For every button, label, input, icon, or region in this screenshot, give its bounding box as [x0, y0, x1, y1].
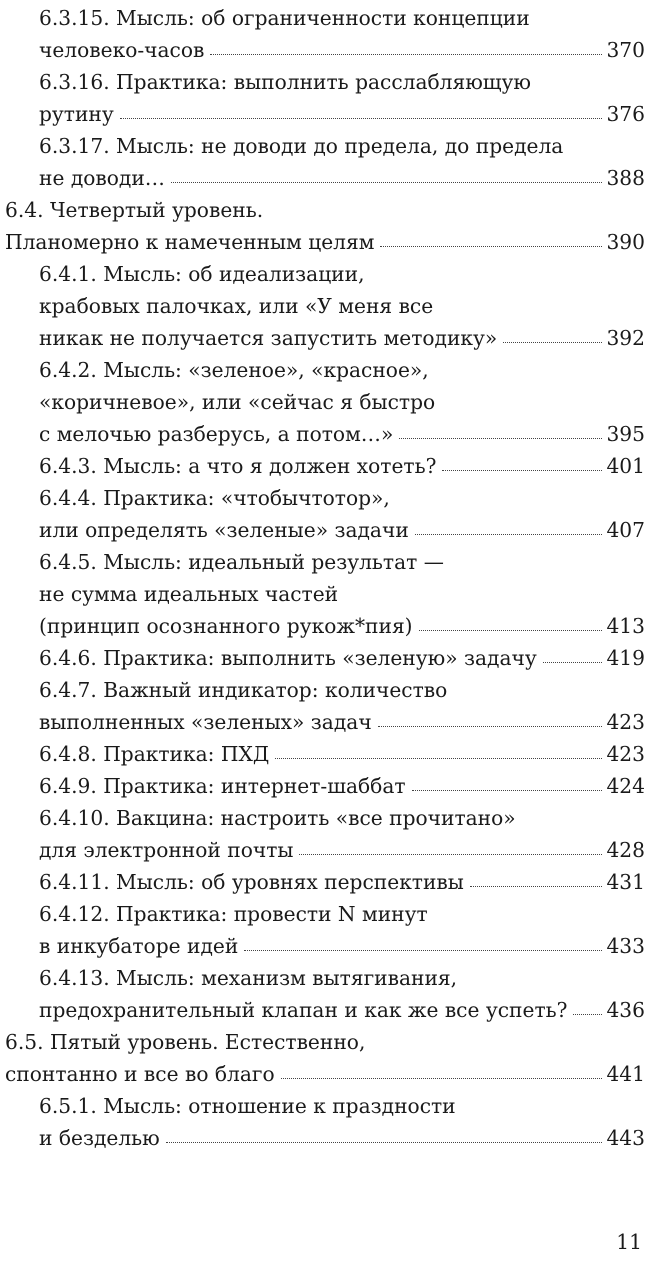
- dot-leader: [210, 53, 602, 55]
- toc-entry-leader-line: [39, 450, 645, 482]
- toc-entry-title-line: 6.4. Четвертый уровень.: [5, 198, 264, 222]
- toc-page-number: 436: [606, 998, 645, 1022]
- toc-subsection-entry: [39, 130, 645, 194]
- toc-entry-title-line: 6.4.10. Вакцина: настроить «все прочитано»: [39, 806, 516, 830]
- dot-leader: [543, 661, 603, 663]
- toc-entry-leader-line: [39, 770, 645, 802]
- dot-leader: [171, 181, 602, 183]
- toc-page-number: 390: [606, 230, 645, 254]
- toc-entry-title-line: 6.4.9. Практика: интернет-шаббат: [39, 774, 406, 798]
- toc-page-number: 431: [606, 870, 645, 894]
- toc-page-number: 395: [606, 422, 645, 446]
- dot-leader: [275, 757, 602, 759]
- toc-page-number: 433: [606, 934, 645, 958]
- toc-entry-title-line: 6.4.13. Мысль: механизм вытягивания,: [39, 966, 458, 990]
- dot-leader: [380, 245, 602, 247]
- toc-entry-leader-line: [39, 994, 645, 1026]
- toc-entry-leader-line: [5, 1058, 645, 1090]
- toc-entry-title-line: 6.4.1. Мысль: об идеализации,: [39, 262, 365, 286]
- toc-entry-leader-line: [39, 706, 645, 738]
- toc-entry-title-line: «коричневое», или «сейчас я быстро: [39, 390, 436, 414]
- toc-entry-leader-line: [39, 642, 645, 674]
- toc-entry-title-line: рутину: [39, 102, 114, 126]
- toc-page-number: 419: [606, 646, 645, 670]
- dot-leader: [281, 1077, 603, 1079]
- toc-subsection-entry: [39, 546, 645, 642]
- dot-leader: [503, 341, 602, 343]
- table-of-contents: [5, 0, 645, 1154]
- toc-entry-leader-line: [39, 834, 645, 866]
- toc-subsection-entry: [39, 802, 645, 866]
- toc-entry-title-line: никак не получается запустить методику»: [39, 326, 498, 350]
- toc-entry-title-line: 6.4.4. Практика: «чтобычтотор»,: [39, 486, 390, 510]
- toc-subsection-entry: [39, 962, 645, 1026]
- toc-entry-leader-line: [39, 1122, 645, 1154]
- toc-entry-title-line: спонтанно и все во благо: [5, 1062, 275, 1086]
- toc-entry-title-line: Планомерно к намеченным целям: [5, 230, 375, 254]
- toc-page-number: 376: [606, 102, 645, 126]
- toc-page-number: 423: [606, 710, 645, 734]
- toc-entry-title-line: 6.4.6. Практика: выполнить «зеленую» задачу: [39, 646, 537, 670]
- dot-leader: [399, 437, 602, 439]
- dot-leader: [442, 469, 602, 471]
- toc-entry-title-line: (принцип осознанного рукож*пия): [39, 614, 413, 638]
- toc-entry-title-line: предохранительный клапан и как же все успеть?: [39, 998, 568, 1022]
- toc-entry-title-line: и безделью: [39, 1126, 160, 1150]
- toc-entry-title-line: 6.4.8. Практика: ПХД: [39, 742, 270, 766]
- toc-subsection-entry: [39, 866, 645, 898]
- toc-page-number: 388: [606, 166, 645, 190]
- toc-section-entry: [5, 194, 645, 258]
- toc-page-number: 407: [606, 518, 645, 542]
- toc-entry-title-line: 6.4.5. Мысль: идеальный результат —: [39, 550, 444, 574]
- toc-subsection-entry: [39, 2, 645, 66]
- toc-subsection-entry: [39, 770, 645, 802]
- toc-entry-title-line: крабовых палочках, или «У меня все: [39, 294, 434, 318]
- toc-entry-leader-line: [39, 866, 645, 898]
- dot-leader: [378, 725, 603, 727]
- toc-subsection-entry: [39, 450, 645, 482]
- toc-entry-title-line: или определять «зеленые» задачи: [39, 518, 409, 542]
- toc-subsection-entry: [39, 66, 645, 130]
- toc-entry-title-line: 6.5.1. Мысль: отношение к праздности: [39, 1094, 456, 1118]
- toc-entry-leader-line: [39, 322, 645, 354]
- toc-entry-leader-line: [5, 226, 645, 258]
- toc-entry-title-line: в инкубаторе идей: [39, 934, 239, 958]
- toc-page-number: 423: [606, 742, 645, 766]
- toc-subsection-entry: [39, 1090, 645, 1154]
- toc-entry-title-line: 6.4.2. Мысль: «зеленое», «красное»,: [39, 358, 429, 382]
- toc-entry-leader-line: [39, 738, 645, 770]
- toc-entry-title-line: 6.5. Пятый уровень. Естественно,: [5, 1030, 366, 1054]
- dot-leader: [415, 533, 603, 535]
- toc-entry-title-line: 6.4.3. Мысль: а что я должен хотеть?: [39, 454, 437, 478]
- dot-leader: [120, 117, 603, 119]
- toc-entry-title-line: с мелочью разберусь, а потом…»: [39, 422, 394, 446]
- toc-subsection-entry: [39, 674, 645, 738]
- toc-entry-title-line: не сумма идеальных частей: [39, 582, 339, 606]
- dot-leader: [299, 853, 602, 855]
- toc-subsection-entry: [39, 258, 645, 354]
- dot-leader: [419, 629, 603, 631]
- toc-entry-title-line: 6.3.15. Мысль: об ограниченности концепции: [39, 6, 530, 30]
- toc-subsection-entry: [39, 738, 645, 770]
- toc-entry-leader-line: [39, 34, 645, 66]
- toc-entry-leader-line: [39, 418, 645, 450]
- toc-entry-title-line: для электронной почты: [39, 838, 294, 862]
- toc-entry-title-line: 6.3.17. Мысль: не доводи до предела, до предела: [39, 134, 564, 158]
- toc-subsection-entry: [39, 642, 645, 674]
- toc-subsection-entry: [39, 354, 645, 450]
- toc-page-number: 441: [606, 1062, 645, 1086]
- toc-entry-title-line: человеко-часов: [39, 38, 205, 62]
- toc-page-number: 401: [606, 454, 645, 478]
- toc-section-entry: [5, 1026, 645, 1090]
- dot-leader: [573, 1013, 602, 1015]
- toc-entry-title-line: 6.4.7. Важный индикатор: количество: [39, 678, 448, 702]
- dot-leader: [166, 1141, 603, 1143]
- toc-entry-title-line: 6.4.11. Мысль: об уровнях перспективы: [39, 870, 464, 894]
- dot-leader: [412, 789, 603, 791]
- toc-entry-leader-line: [39, 162, 645, 194]
- toc-entry-title-line: не доводи…: [39, 166, 165, 190]
- toc-subsection-entry: [39, 898, 645, 962]
- dot-leader: [244, 949, 602, 951]
- toc-entry-title-line: 6.4.12. Практика: провести N минут: [39, 902, 428, 926]
- toc-page-number: 392: [606, 326, 645, 350]
- toc-entry-leader-line: [39, 610, 645, 642]
- toc-entry-leader-line: [39, 930, 645, 962]
- toc-page-number: 413: [606, 614, 645, 638]
- page-number: 11: [616, 1230, 642, 1254]
- toc-entry-title-line: выполненных «зеленых» задач: [39, 710, 372, 734]
- toc-page-number: 424: [606, 774, 645, 798]
- toc-entry-leader-line: [39, 98, 645, 130]
- toc-subsection-entry: [39, 482, 645, 546]
- toc-entry-title-line: 6.3.16. Практика: выполнить расслабляющую: [39, 70, 532, 94]
- toc-page-number: 428: [606, 838, 645, 862]
- dot-leader: [470, 885, 603, 887]
- toc-page-number: 370: [606, 38, 645, 62]
- toc-entry-leader-line: [39, 514, 645, 546]
- toc-page-number: 443: [606, 1126, 645, 1150]
